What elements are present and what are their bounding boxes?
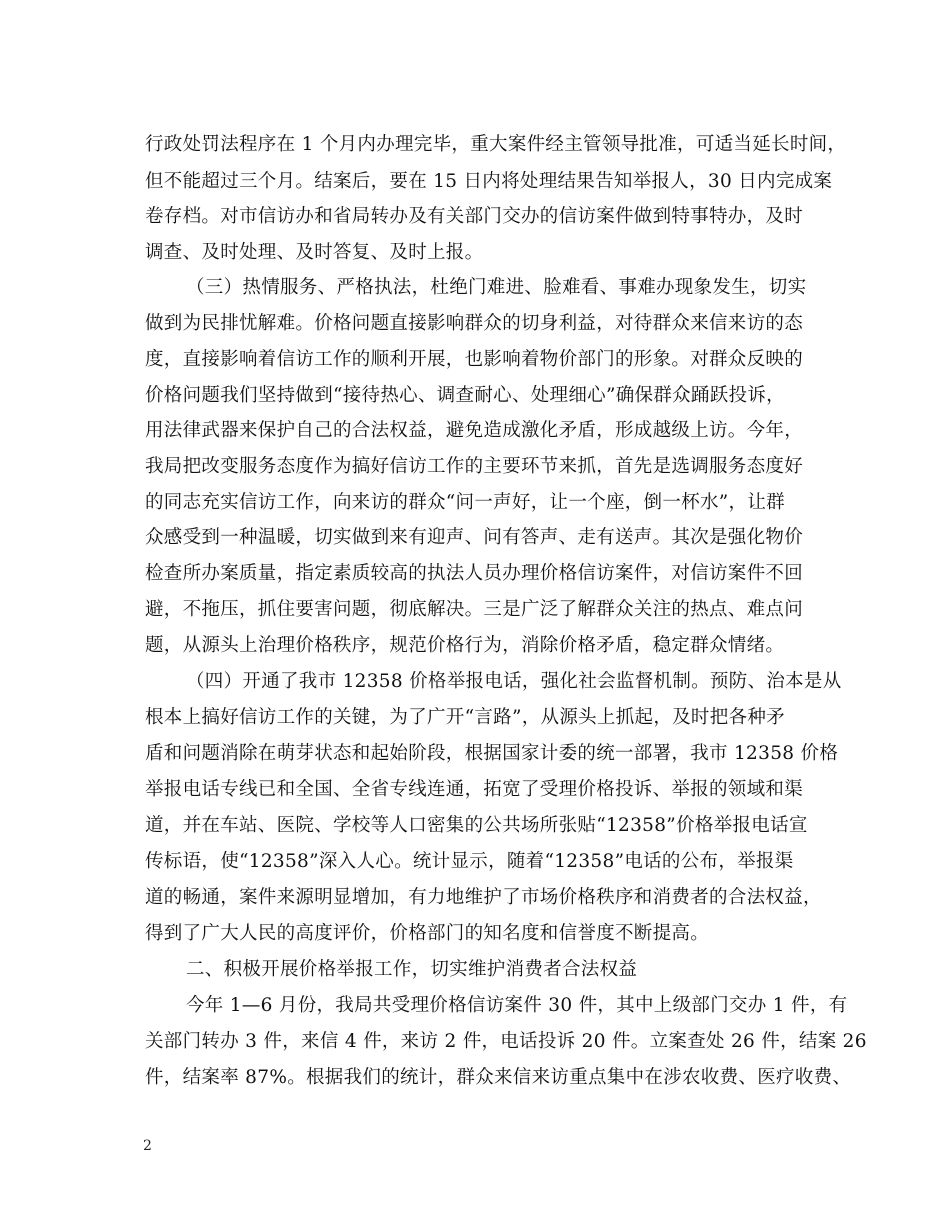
text-line: 用法律武器来保护自己的合法权益，避免造成激化矛盾，形成越级上访。今年， [145, 420, 804, 441]
text-line: 做到为民排忧解难。价格问题直接影响群众的切身利益，对待群众来信来访的态 [145, 313, 804, 334]
text-line: 检查所办案质量，指定素质较高的执法人员办理价格信访案件，对信访案件不回 [145, 563, 804, 584]
text-line: 卷存档。对市信访办和省局转办及有关部门交办的信访案件做到特事特办，及时 [145, 206, 804, 227]
text-line: 度，直接影响着信访工作的顺利开展，也影响着物价部门的形象。对群众反映的 [145, 349, 804, 370]
text-line: 众感受到一种温暖，切实做到来有迎声、问有答声、走有送声。其次是强化物价 [145, 527, 804, 548]
text-line: 但不能超过三个月。结案后，要在 15 日内将处理结果告知举报人，30 日内完成案 [145, 171, 833, 192]
text-line: 根本上搞好信访工作的关键，为了广开“言路”，从源头上抓起，及时把各种矛 [145, 707, 785, 728]
text-line: 避，不拖压，抓住要害问题，彻底解决。三是广泛了解群众关注的热点、难点问 [145, 599, 804, 620]
paragraph-indent-line: （三）热情服务、严格执法，杜绝门难进、脸难看、事难办现象发生，切实 [186, 277, 807, 298]
text-line: 举报电话专线已和全国、全省专线连通，拓宽了受理价格投诉、举报的领域和渠 [145, 779, 804, 800]
paragraph-indent-line: （四）开通了我市 12358 价格举报电话，强化社会监督机制。预防、治本是从 [186, 671, 842, 692]
text-line: 题，从源头上治理价格秩序，规范价格行为，消除价格矛盾，稳定群众情绪。 [145, 635, 785, 656]
text-line: 件，结案率 87%。根据我们的统计，群众来信来访重点集中在涉农收费、医疗收费、 [145, 1067, 852, 1088]
page-number: 2 [143, 1138, 152, 1154]
text-line: 行政处罚法程序在 1 个月内办理完毕，重大案件经主管领导批准，可适当延长时间， [145, 134, 847, 155]
text-line: 关部门转办 3 件，来信 4 件，来访 2 件，电话投诉 20 件。立案查处 26 件，结案 26 [145, 1031, 867, 1052]
text-line: 得到了广大人民的高度评价，价格部门的知名度和信誉度不断提高。 [145, 923, 710, 944]
text-line: 价格问题我们坚持做到“接待热心、调查耐心、处理细心”确保群众踊跃投诉， [145, 385, 785, 406]
text-line: 调查、及时处理、及时答复、及时上报。 [145, 242, 484, 263]
text-line: 的同志充实信访工作，向来访的群众“问一声好，让一个座，倒一杯水”，让群 [145, 492, 785, 513]
text-line: 盾和问题消除在萌芽状态和起始阶段，根据国家计委的统一部署，我市 12358 价格 [145, 743, 839, 764]
text-line: 传标语，使“12358”深入人心。统计显示，随着“12358”电话的公布，举报渠 [145, 851, 794, 872]
section-heading: 二、积极开展价格举报工作，切实维护消费者合法权益 [186, 959, 638, 980]
text-line: 我局把改变服务态度作为搞好信访工作的主要环节来抓，首先是选调服务态度好 [145, 456, 804, 477]
text-line: 道的畅通，案件来源明显增加，有力地维护了市场价格秩序和消费者的合法权益， [145, 887, 822, 908]
text-line: 道，并在车站、医院、学校等人口密集的公共场所张贴“12358”价格举报电话宣 [145, 815, 808, 836]
paragraph-indent-line: 今年 1—6 月份，我局共受理价格信访案件 30 件，其中上级部门交办 1 件，有 [186, 995, 848, 1016]
